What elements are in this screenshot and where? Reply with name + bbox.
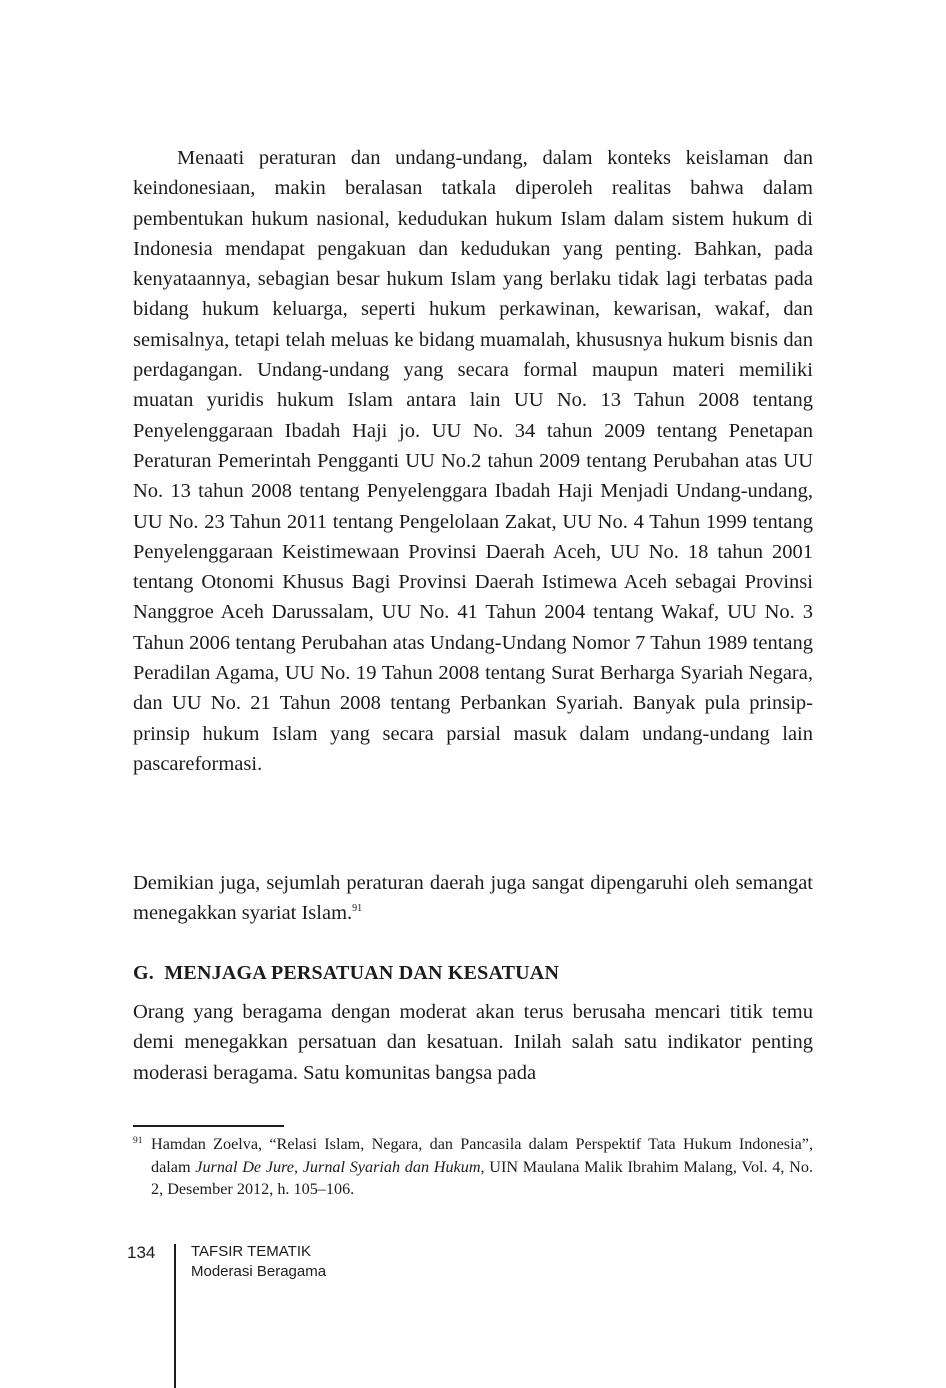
footnote-reference[interactable]: 91 [352,903,363,915]
paragraph-text: Demikian juga, sejumlah peraturan daerah juga sangat dipengaruhi oleh semangat menegakkan syariat Islam. [133,872,813,925]
section-heading: G. MENJAGA PERSATUAN DAN KESATUAN [133,962,560,984]
footnote-text: Hamdan Zoelva, “Relasi Islam, Negara, dan Pancasila dalam Perspektif Tata Hukum Indonesia”, dalam [151,1135,813,1176]
body-paragraph: Menaati peraturan dan undang-undang, dalam konteks keislaman dan keindonesiaan, makin beralasan tatkala diperoleh realitas bahwa dalam pembentukan hukum nasional, kedudukan hukum Islam dalam sistem hukum di Indonesia mendapat pengakuan dan kedudukan yang penting. Bahkan, pada kenyataannya, sebagian besar hukum Islam yang berlaku tidak lagi terbatas pada bidang hukum keluarga, seperti hukum perkawinan, kewarisan, wakaf, dan semisalnya, tetapi telah meluas ke bidang muamalah, khususnya hukum bisnis dan perdagangan. Undang-undang yang secara formal maupun materi memiliki muatan yuridis hukum Islam antara lain UU No. 13 Tahun 2008 tentang Penyelenggaraan Ibadah Haji jo. UU No. 34 tahun 2009 tentang Penetapan Peraturan Pemerintah Pengganti UU No.2 tahun 2009 tentang Perubahan atas UU No. 13 tahun 2008 tentang Penyelenggara Ibadah Haji Menjadi Undang-undang, UU No. 23 Tahun 2011 tentang Pengelolaan Zakat, UU No. 4 Tahun 1999 tentang Penyelenggaraan Keistimewaan Provinsi Daerah Aceh, UU No. 18 tahun 2001 tentang Otonomi Khusus Bagi Provinsi Daerah Istimewa Aceh sebagai Provinsi Nanggroe Aceh Darussalam, UU No. 41 Tahun 2004 tentang Wakaf, UU No. 3 Tahun 2006 tentang Perubahan atas Undang-Undang Nomor 7 Tahun 1989 tentang Peradilan Agama, UU No. 19 Tahun 2008 tentang Surat Berharga Syariah Negara, dan UU No. 21 Tahun 2008 tentang Perbankan Syariah. Banyak pula prinsip-prinsip hukum Islam yang secara parsial masuk dalam undang-undang lain pascareformasi. [133,147,813,775]
running-head-subtitle: Moderasi Beragama [191,1263,327,1280]
footnote-number: 91 [133,1136,143,1146]
body-paragraph: Orang yang beragama dengan moderat akan terus berusaha mencari titik temu demi menegakkan persatuan dan kesatuan. Inilah salah satu indikator penting moderasi beragama. Satu komunitas bangsa pada [133,1001,813,1084]
footnote [133,1133,813,1201]
footnote-divider [133,1125,284,1127]
page-number: 134 [127,1243,156,1262]
footer-divider [174,1244,176,1388]
running-head-title: TAFSIR TEMATIK [191,1243,312,1260]
footnote-journal-title: Jurnal De Jure, Jurnal Syariah dan Hukum [195,1157,481,1176]
footnote-text-end: , UIN Maulana Malik Ibrahim Malang, Vol. 4, No. 2, Desember 2012, h. 105–106. [151,1157,813,1198]
body-paragraph [133,868,813,929]
running-head [191,1242,326,1282]
